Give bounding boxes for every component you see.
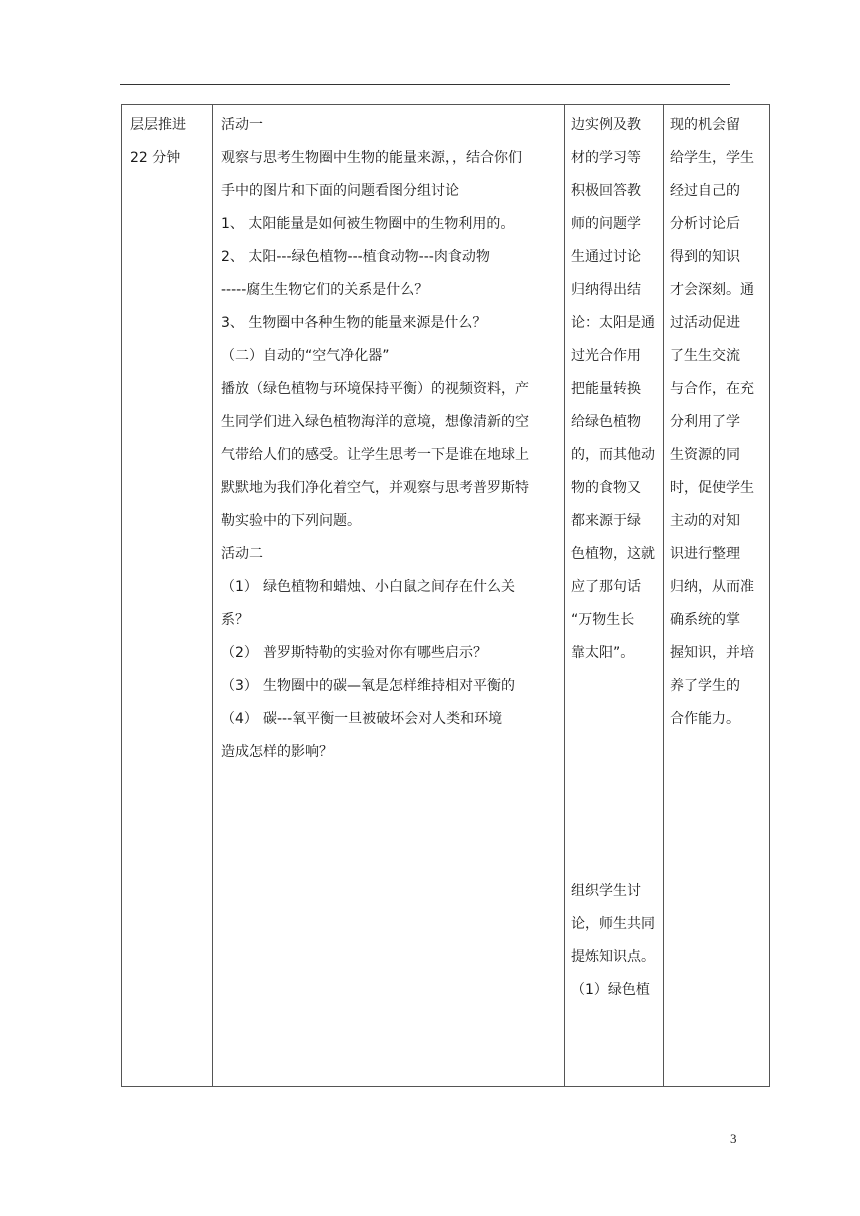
intent-line: 识进行整理 bbox=[670, 546, 740, 562]
question-1: 1、 太阳能量是如何被生物圈中的生物利用的。 bbox=[221, 216, 515, 232]
item-text: 碳---氧平衡一旦被破坏会对人类和环境 bbox=[263, 711, 503, 727]
item-text: 生物圈中的碳—氧是怎样维持相对平衡的 bbox=[263, 678, 515, 694]
video-line: 生同学们进入绿色植物海洋的意境，想像清新的空 bbox=[221, 414, 529, 430]
student-line: 应了那句话 bbox=[571, 579, 641, 595]
header-rule bbox=[120, 84, 730, 85]
student-line: 把能量转换 bbox=[571, 381, 641, 397]
student-line: “万物生长 bbox=[571, 612, 635, 628]
stage-time: 22 分钟 bbox=[130, 150, 181, 166]
intent-line: 得到的知识 bbox=[670, 249, 740, 265]
item-text: 绿色植物和蜡烛、小白鼠之间存在什么关 bbox=[263, 579, 515, 595]
design-intent-cell bbox=[664, 105, 770, 1087]
intent-line: 与合作，在充 bbox=[670, 381, 754, 397]
question-3: 3、 生物圈中各种生物的能量来源是什么？ bbox=[221, 315, 487, 331]
intent-line: 过活动促进 bbox=[670, 315, 740, 331]
video-line: 勒实验中的下列问题。 bbox=[221, 513, 361, 529]
item-number: （4） bbox=[221, 711, 258, 727]
student-line-2: 论，师生共同 bbox=[571, 916, 655, 932]
question-2-line: -----腐生生物它们的关系是什么？ bbox=[221, 282, 429, 298]
discussion-item-4-cont: 造成怎样的影响？ bbox=[221, 744, 333, 760]
intent-line: 分利用了学 bbox=[670, 414, 740, 430]
student-line: 师的问题学 bbox=[571, 216, 641, 232]
intent-line: 主动的对知 bbox=[670, 513, 740, 529]
discussion-item-2 bbox=[221, 637, 557, 670]
discussion-item-1-cont: 系？ bbox=[221, 612, 249, 628]
discussion-item-1 bbox=[221, 571, 557, 604]
student-line: 生通过讨论 bbox=[571, 249, 641, 265]
student-activity-cell bbox=[565, 105, 664, 1087]
student-line: 色植物，这就 bbox=[571, 546, 655, 562]
intro-line: 观察与思考生物圈中生物的能量来源，，结合你们 bbox=[221, 150, 522, 166]
intent-line: 分析讨论后 bbox=[670, 216, 740, 232]
student-line: 边实例及教 bbox=[571, 117, 641, 133]
student-line-2: 提炼知识点。 bbox=[571, 949, 655, 965]
question-2-line: 2、 太阳---绿色植物---植食动物---肉食动物 bbox=[221, 249, 490, 265]
section2-title: （二）自动的“空气净化器” bbox=[221, 348, 390, 364]
intent-line: 养了学生的 bbox=[670, 678, 740, 694]
student-line: 靠太阳”。 bbox=[571, 645, 635, 661]
intent-line: 确系统的掌 bbox=[670, 612, 740, 628]
student-line: 论：太阳是通 bbox=[571, 315, 655, 331]
intent-line: 握知识，并培 bbox=[670, 645, 754, 661]
student-line-2: （1）绿色植 bbox=[571, 982, 650, 998]
student-line: 过光合作用 bbox=[571, 348, 641, 364]
video-line: 气带给人们的感受。让学生思考一下是谁在地球上 bbox=[221, 447, 529, 463]
activities-cell bbox=[213, 105, 565, 1087]
page-number: 3 bbox=[730, 1131, 737, 1146]
student-line-2: 组织学生讨 bbox=[571, 883, 641, 899]
intent-line: 现的机会留 bbox=[670, 117, 740, 133]
student-line: 都来源于绿 bbox=[571, 513, 641, 529]
student-line: 物的食物又 bbox=[571, 480, 641, 496]
intent-line: 生资源的同 bbox=[670, 447, 740, 463]
spacer bbox=[571, 670, 659, 875]
intent-line: 归纳，从而准 bbox=[670, 579, 754, 595]
discussion-item-3 bbox=[221, 670, 557, 703]
item-number: （3） bbox=[221, 678, 258, 694]
intent-line: 给学生，学生 bbox=[670, 150, 754, 166]
item-text: 普罗斯特勒的实验对你有哪些启示？ bbox=[263, 645, 487, 661]
video-line: 默默地为我们净化着空气，并观察与思考普罗斯特 bbox=[221, 480, 529, 496]
intent-line: 经过自己的 bbox=[670, 183, 740, 199]
stage-cell bbox=[122, 105, 213, 1087]
intent-line: 才会深刻。通 bbox=[670, 282, 754, 298]
video-line: 播放（绿色植物与环境保持平衡）的视频资料，产 bbox=[221, 381, 529, 397]
item-number: （2） bbox=[221, 645, 258, 661]
student-line: 归纳得出结 bbox=[571, 282, 641, 298]
activity1-label: 活动一 bbox=[221, 117, 263, 133]
student-line: 积极回答教 bbox=[571, 183, 641, 199]
intent-line: 合作能力。 bbox=[670, 711, 740, 727]
stage-title: 层层推进 bbox=[130, 117, 186, 133]
student-line: 材的学习等 bbox=[571, 150, 641, 166]
lesson-plan-table bbox=[121, 104, 770, 1087]
discussion-item-4 bbox=[221, 703, 557, 736]
student-line: 给绿色植物 bbox=[571, 414, 641, 430]
intro-line: 手中的图片和下面的问题看图分组讨论 bbox=[221, 183, 459, 199]
item-number: （1） bbox=[221, 579, 258, 595]
intent-line: 时，促使学生 bbox=[670, 480, 754, 496]
activity2-label: 活动二 bbox=[221, 546, 263, 562]
student-line: 的，而其他动 bbox=[571, 447, 655, 463]
intent-line: 了生生交流 bbox=[670, 348, 740, 364]
table-row bbox=[122, 105, 770, 1087]
